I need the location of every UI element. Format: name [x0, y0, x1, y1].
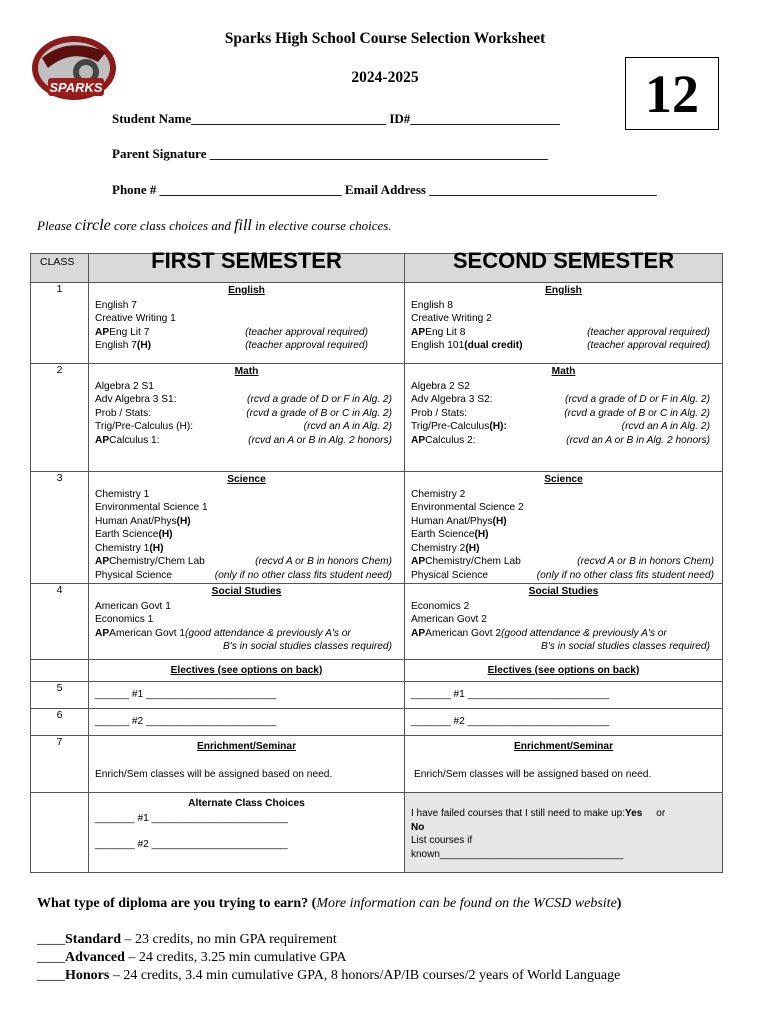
enrichment-s2-cell: Enrichment/Seminar Enrich/Sem classes will be assigned based on need.: [405, 736, 723, 793]
section-heading: Math: [234, 366, 259, 377]
course-option[interactable]: Environmental Science 1: [95, 502, 208, 513]
course-option[interactable]: Human Anat/Phys (H): [95, 515, 191, 527]
section-heading: Science: [227, 474, 266, 485]
grade-number: 12: [645, 63, 699, 124]
course-option[interactable]: English 8: [411, 299, 453, 311]
course-option[interactable]: Chemistry 1: [95, 488, 150, 500]
course-note: B's in social studies classes required): [223, 641, 392, 652]
math-s1-cell[interactable]: [89, 364, 405, 472]
enrichment-s1-cell: Enrichment/Seminar Enrich/Sem classes will be assigned based on need.: [89, 736, 405, 793]
empty-cell: [31, 793, 89, 873]
course-option[interactable]: Prob / Stats: (rcvd a grade of B or C in Alg. 2): [411, 407, 710, 419]
failed-courses-field[interactable]: known_________________________________: [411, 848, 624, 860]
english-s2-cell[interactable]: [405, 283, 723, 364]
math-s2-cell[interactable]: [405, 364, 723, 472]
course-option[interactable]: Algebra 2 S2: [411, 380, 470, 392]
email-label: Email Address: [344, 182, 426, 197]
id-field[interactable]: _______________________: [410, 111, 560, 126]
elective-1-s2-field[interactable]: _______ #1 _________________________: [405, 682, 723, 709]
course-option[interactable]: AP Chemistry/Chem Lab (recvd A or B in honors Chem): [411, 556, 714, 567]
phone-field[interactable]: ____________________________: [159, 182, 342, 197]
yes-option[interactable]: Yes: [625, 808, 643, 819]
parent-signature-field[interactable]: ____________________________________________________: [209, 146, 548, 161]
course-option[interactable]: English 101 (dual credit) (teacher approval required): [411, 340, 710, 351]
course-option[interactable]: English 7: [95, 299, 137, 311]
instructions: Please circle core class choices and fill in elective course choices.: [37, 217, 392, 234]
diploma-option-advanced[interactable]: ____Advanced – 24 credits, 3.25 min cumulative GPA: [37, 950, 347, 965]
course-option[interactable]: AP Eng Lit 8 (teacher approval required): [411, 326, 710, 338]
course-option[interactable]: Adv Algebra 3 S1: (rcvd a grade of D or F in Alg. 2): [95, 394, 392, 405]
course-option[interactable]: Economics 2: [411, 600, 470, 612]
diploma-option-standard[interactable]: ____Standard – 23 credits, no min GPA requirement: [37, 932, 337, 947]
elective-2-s2-field[interactable]: _______ #2 _________________________: [405, 709, 723, 736]
section-heading: English: [228, 285, 265, 296]
alternate-2-field[interactable]: _______ #2 ________________________: [95, 839, 288, 850]
elective-2-s1-field[interactable]: ______ #2 _______________________: [89, 709, 405, 736]
course-option[interactable]: American Govt 2: [411, 614, 487, 625]
section-heading: Social Studies: [528, 586, 599, 597]
course-option[interactable]: Earth Science (H): [95, 529, 173, 540]
course-option[interactable]: Earth Science (H): [411, 529, 489, 540]
science-s2-cell[interactable]: [405, 472, 723, 584]
course-option[interactable]: AP Eng Lit 7 (teacher approval required): [95, 326, 368, 338]
course-option[interactable]: Adv Algebra 3 S2: (rcvd a grade of D or F in Alg. 2): [411, 394, 710, 405]
course-option[interactable]: Creative Writing 2: [411, 313, 492, 324]
second-semester-header: SECOND SEMESTER: [405, 254, 723, 283]
course-option[interactable]: Environmental Science 2: [411, 502, 524, 513]
course-option[interactable]: Chemistry 1 (H): [95, 542, 164, 554]
electives-heading-s1: Electives (see options on back): [89, 660, 405, 682]
course-option[interactable]: AP American Govt 1 (good attendance & previously A's or: [95, 627, 351, 639]
class-number: 7: [31, 736, 89, 793]
english-s1-cell[interactable]: [89, 283, 405, 364]
first-semester-header: FIRST SEMESTER: [89, 254, 405, 283]
alternate-1-field[interactable]: _______ #1 ________________________: [95, 812, 288, 824]
science-s1-cell[interactable]: [89, 472, 405, 584]
course-option[interactable]: AP Calculus 2: (rcvd an A or B in Alg. 2 honors): [411, 434, 710, 446]
failed-courses-box: I have failed courses that I still need to make up: Yes or No List courses if known_________________________________: [405, 793, 723, 873]
school-year: 2024-2025: [351, 69, 419, 86]
course-option[interactable]: Economics 1: [95, 614, 154, 625]
empty-cell: [31, 660, 89, 682]
phone-label: Phone #: [112, 182, 157, 197]
no-option[interactable]: No: [411, 821, 425, 833]
electives-heading-s2: Electives (see options on back): [405, 660, 723, 682]
course-option[interactable]: Human Anat/Phys (H): [411, 515, 507, 527]
course-option[interactable]: English 7 (H) (teacher approval required): [95, 340, 368, 351]
course-table: [30, 248, 723, 873]
class-number: 1: [31, 283, 89, 364]
email-field[interactable]: ___________________________________: [429, 182, 657, 197]
id-label: ID#: [389, 111, 411, 126]
course-option[interactable]: Chemistry 2 (H): [411, 542, 480, 554]
section-heading: Social Studies: [211, 586, 282, 597]
social-studies-s1-cell[interactable]: [89, 584, 405, 660]
student-name-field[interactable]: ______________________________: [191, 111, 387, 126]
course-option[interactable]: AP Chemistry/Chem Lab (recvd A or B in honors Chem): [95, 556, 392, 567]
course-option[interactable]: Prob / Stats: (rcvd a grade of B or C in Alg. 2): [95, 407, 392, 419]
course-option[interactable]: Physical Science (only if no other class fits student need): [411, 569, 714, 581]
course-option[interactable]: Chemistry 2: [411, 488, 466, 500]
course-option[interactable]: Trig/Pre-Calculus (H): (rcvd an A in Alg. 2): [411, 421, 710, 432]
section-heading: Math: [551, 366, 576, 377]
section-heading: English: [545, 285, 582, 296]
course-note: B's in social studies classes required): [541, 641, 710, 652]
elective-1-s1-field[interactable]: ______ #1 _______________________: [89, 682, 405, 709]
course-option[interactable]: AP American Govt 2 (good attendance & previously A's or: [411, 627, 667, 639]
logo-text: SPARKS: [49, 80, 103, 95]
course-option[interactable]: AP Calculus 1: (rcvd an A or B in Alg. 2 honors): [95, 434, 392, 446]
class-header: CLASS: [31, 254, 89, 283]
class-number: 5: [31, 682, 89, 709]
alternate-choices-cell: Alternate Class Choices _______ #1 ________________________ _______ #2 ________________________: [89, 793, 405, 873]
worksheet-title: Sparks High School Course Selection Worksheet: [224, 30, 546, 47]
grade-box: [625, 57, 719, 130]
class-number: 6: [31, 709, 89, 736]
course-option[interactable]: Creative Writing 1: [95, 313, 176, 324]
social-studies-s2-cell[interactable]: [405, 584, 723, 660]
parent-signature-label: Parent Signature: [112, 146, 207, 161]
diploma-option-honors[interactable]: ____Honors – 24 credits, 3.4 min cumulative GPA, 8 honors/AP/IB courses/2 years of World Language: [37, 968, 621, 983]
class-number: 3: [31, 472, 89, 584]
course-option[interactable]: Algebra 2 S1: [95, 380, 154, 392]
diploma-question: What type of diploma are you trying to earn? (More information can be found on the WCSD website): [37, 896, 622, 911]
course-option[interactable]: Physical Science (only if no other class fits student need): [95, 569, 392, 581]
course-option[interactable]: Trig/Pre-Calculus (H): (rcvd an A in Alg. 2): [95, 421, 392, 432]
course-option[interactable]: American Govt 1: [95, 600, 171, 612]
class-number: 4: [31, 584, 89, 660]
student-name-label: Student Name: [112, 111, 192, 126]
section-heading: Science: [544, 474, 583, 485]
class-number: 2: [31, 364, 89, 472]
